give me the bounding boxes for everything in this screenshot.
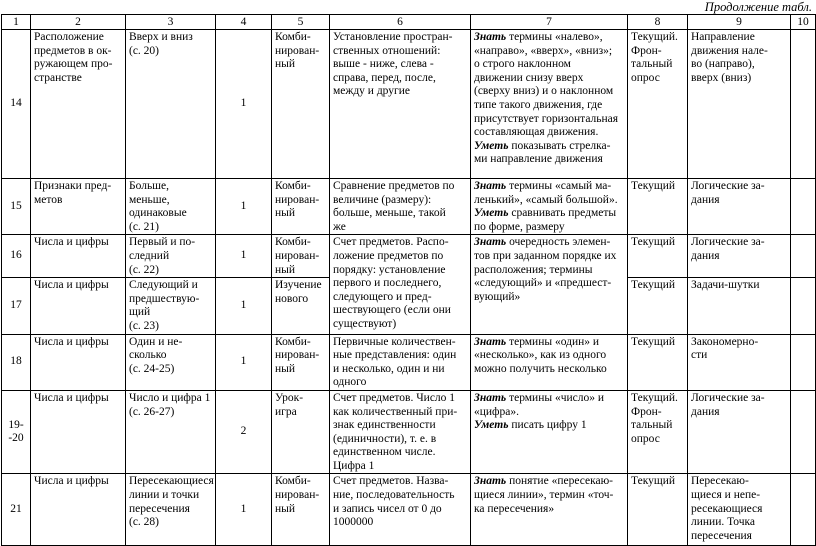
- table-row: [2, 179, 816, 235]
- lesson-type-cell: Комби- нирован- ный: [272, 235, 330, 278]
- requirement-text: понятие «пересекаю- щиеся линии», термин «точ- ка пересечения»: [474, 475, 614, 515]
- content-cell: Счет предметов. Число 1 как количественный при- знак единственности (единичности), т. е. в единственном числе. Цифра 1: [330, 390, 471, 474]
- lesson-number-cell: 21: [2, 474, 31, 546]
- requirement-text: термины «число» и «цифра».: [474, 391, 605, 418]
- content-cell: Сравнение предметов по величине (размеру): больше, меньше, такой же: [330, 179, 471, 235]
- extra-material-cell: Логические за- дания: [688, 179, 791, 235]
- header-cell: 10: [791, 15, 816, 30]
- blank-cell: [791, 235, 816, 278]
- continuation-label: Продолжение табл.: [704, 0, 812, 14]
- topic-cell: Признаки пред- метов: [31, 179, 126, 235]
- extra-material-cell: Пересекаю- щиеся и непе- ресекающиеся линии. Точка пересечения: [688, 474, 791, 546]
- requirement-label: Знать: [474, 236, 507, 249]
- topic-cell: Числа и цифры: [31, 474, 126, 546]
- control-type-cell: Текущий: [628, 474, 688, 546]
- content-cell: Счет предметов. Распо- ложение предметов по порядку: установление первого и последнего, следующего и пред- шествующего (если они существуют): [330, 235, 471, 334]
- control-type-cell: Текущий: [628, 334, 688, 390]
- control-type-cell: Текущий: [628, 278, 688, 334]
- requirement-label: Знать: [474, 31, 507, 43]
- header-cell: 9: [688, 15, 791, 30]
- control-type-cell: Текущий. Фрон- тальный опрос: [628, 30, 688, 179]
- lesson-number-cell: 17: [2, 278, 31, 334]
- lesson-topic-cell: Пересекающиеся линии и точки пересечения (с. 28): [126, 474, 216, 546]
- control-type-cell: Текущий: [628, 179, 688, 235]
- requirement-label: Знать: [474, 335, 507, 348]
- lesson-type-cell: Комби- нирован- ный: [272, 334, 330, 390]
- requirement-text: термины «один» и «несколько», как из одного можно получить несколько: [474, 335, 607, 375]
- lesson-type-cell: Комби- нирован- ный: [272, 179, 330, 235]
- topic-cell: Числа и цифры: [31, 390, 126, 474]
- table-row: [2, 334, 816, 390]
- lesson-topic-cell: Следующий и предшествую- щий (с. 23): [126, 278, 216, 334]
- blank-cell: [791, 179, 816, 235]
- requirements-cell: [471, 334, 628, 390]
- extra-material-cell: Логические за- дания: [688, 390, 791, 474]
- hours-cell: 1: [216, 278, 272, 334]
- extra-material-cell: Направление движения нале- во (направо), вверх (вниз): [688, 30, 791, 179]
- lesson-type-cell: Урок- игра: [272, 390, 330, 474]
- blank-cell: [791, 278, 816, 334]
- extra-material-cell: Закономерно- сти: [688, 334, 791, 390]
- topic-cell: Расположение предметов в ок- ружающем про- странстве: [31, 30, 126, 179]
- hours-cell: 1: [216, 334, 272, 390]
- content-cell: Первичные количествен- ные представления: один и несколько, один и ни одного: [330, 334, 471, 390]
- requirement-text: термины «самый ма- ленький», «самый большой».: [474, 180, 618, 206]
- lesson-number-cell: 19- -20: [2, 390, 31, 474]
- requirement-text: сравнивать предметы по форме, размеру: [474, 207, 617, 233]
- requirement-label: Уметь: [474, 419, 509, 432]
- lesson-plan-table: [1, 14, 816, 546]
- hours-cell: 1: [216, 235, 272, 278]
- hours-cell: 1: [216, 179, 272, 235]
- extra-material-cell: Логические за- дания: [688, 235, 791, 278]
- control-type-cell: Текущий: [628, 235, 688, 278]
- topic-cell: Числа и цифры: [31, 334, 126, 390]
- requirement-text: писать цифру 1: [508, 419, 587, 432]
- requirement-label: Уметь: [474, 139, 509, 152]
- lesson-topic-cell: Больше, меньше, одинаковые (с. 21): [126, 179, 216, 235]
- lesson-number-cell: 15: [2, 179, 31, 235]
- control-type-cell: Текущий. Фрон- тальный опрос: [628, 390, 688, 474]
- table-row: [2, 235, 816, 278]
- blank-cell: [791, 334, 816, 390]
- lesson-type-cell: Комби- нирован- ный: [272, 474, 330, 546]
- header-cell: 6: [330, 15, 471, 30]
- requirement-label: Знать: [474, 475, 507, 488]
- header-cell: 8: [628, 15, 688, 30]
- blank-cell: [791, 30, 816, 179]
- header-cell: 5: [272, 15, 330, 30]
- header-row: [2, 15, 816, 30]
- table-row: [2, 474, 816, 546]
- requirement-text: показывать стрелка- ми направление движения: [474, 139, 611, 166]
- topic-cell: Числа и цифры: [31, 235, 126, 278]
- requirement-label: Уметь: [474, 207, 509, 220]
- hours-cell: 2: [216, 390, 272, 474]
- topic-cell: Числа и цифры: [31, 278, 126, 334]
- lesson-number-cell: 14: [2, 30, 31, 179]
- requirement-label: Знать: [474, 180, 507, 192]
- table-row: [2, 30, 816, 179]
- lesson-number-cell: 16: [2, 235, 31, 278]
- requirements-cell: [471, 179, 628, 235]
- lesson-type-cell: Изучение нового: [272, 278, 330, 334]
- requirement-text: очередность элемен- тов при заданном порядке их расположения; термины «следующий» и «предшест- вующий»: [474, 236, 617, 303]
- requirement-label: Знать: [474, 391, 507, 404]
- blank-cell: [791, 390, 816, 474]
- extra-material-cell: Задачи-шутки: [688, 278, 791, 334]
- requirements-cell: [471, 235, 628, 334]
- hours-cell: 1: [216, 30, 272, 179]
- lesson-type-cell: Комби- нирован- ный: [272, 30, 330, 179]
- content-cell: Счет предметов. Назва- ние, последовательность и запись чисел от 0 до 1000000: [330, 474, 471, 546]
- requirements-cell: [471, 390, 628, 474]
- header-cell: 3: [126, 15, 216, 30]
- lesson-topic-cell: Вверх и вниз (с. 20): [126, 30, 216, 179]
- header-cell: 7: [471, 15, 628, 30]
- header-cell: 2: [31, 15, 126, 30]
- requirements-cell: [471, 30, 628, 179]
- content-cell: Установление простран- ственных отношений: выше - ниже, слева - справа, перед, после, между и другие: [330, 30, 471, 179]
- hours-cell: 1: [216, 474, 272, 546]
- lesson-topic-cell: Число и цифра 1 (с. 26-27): [126, 390, 216, 474]
- header-cell: 4: [216, 15, 272, 30]
- lesson-topic-cell: Первый и по- следний (с. 22): [126, 235, 216, 278]
- lesson-topic-cell: Один и не- сколько (с. 24-25): [126, 334, 216, 390]
- header-cell: 1: [2, 15, 31, 30]
- requirements-cell: [471, 474, 628, 546]
- table-row: [2, 390, 816, 474]
- requirement-text: термины «налево», «направо», «вверх», «вниз»; о строго наклонном движении снизу вверх (сверху вниз) и о наклонном типе такого движения, где присутствует горизонтальная составляющая движения.: [474, 31, 619, 139]
- lesson-number-cell: 18: [2, 334, 31, 390]
- blank-cell: [791, 474, 816, 546]
